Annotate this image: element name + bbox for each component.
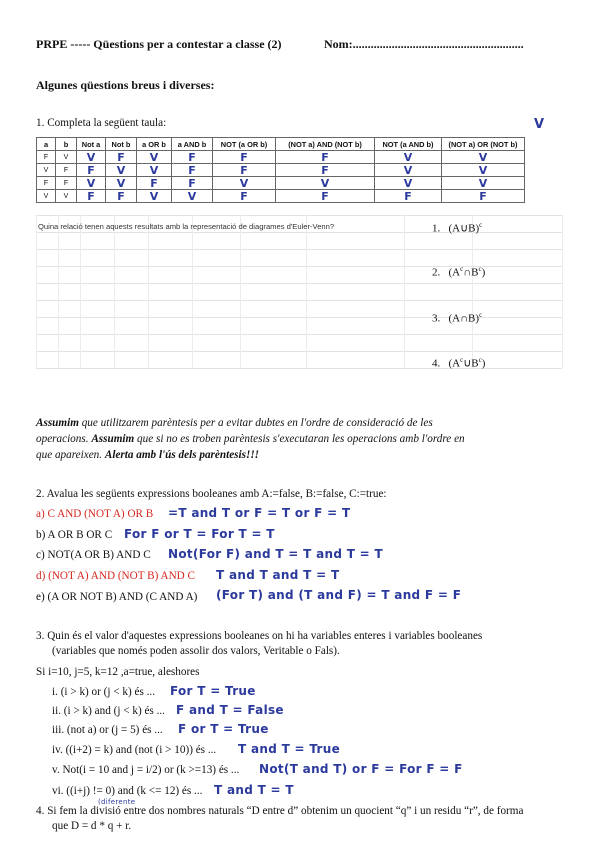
answer-cell[interactable]: V bbox=[442, 151, 525, 164]
q3-answer-iii[interactable]: F or T = True bbox=[178, 722, 269, 736]
q4-label-2: que D = d * q + r. bbox=[52, 820, 132, 832]
assumptions-line-3: que apareixen. Alerta amb l'ús dels parèntesis!!! bbox=[36, 449, 260, 461]
q2-answer-b[interactable]: For F or T = For T = T bbox=[124, 527, 275, 541]
q3-expr-i: i. (i > k) or (j < k) és ... bbox=[52, 686, 156, 698]
col-header: NOT (a AND b) bbox=[375, 138, 442, 151]
q3-given: Si i=10, j=5, k=12 ,a=true, aleshores bbox=[36, 666, 200, 678]
answer-cell[interactable]: V bbox=[172, 190, 213, 203]
cell-a: F bbox=[37, 151, 56, 164]
q3-expr-vi: vi. ((i+j) != 0) and (k <= 12) és ... bbox=[52, 785, 203, 797]
answer-cell[interactable]: V bbox=[137, 151, 172, 164]
spreadsheet-grid bbox=[36, 215, 562, 368]
q3-answer-ii[interactable]: F and T = False bbox=[176, 703, 284, 717]
q2-expr-d: d) (NOT A) AND (NOT B) AND C bbox=[36, 570, 196, 582]
table-row bbox=[37, 164, 525, 177]
table-row bbox=[37, 190, 525, 203]
col-header: a AND b bbox=[172, 138, 213, 151]
answer-cell[interactable]: V bbox=[137, 190, 172, 203]
answer-cell[interactable]: F bbox=[276, 164, 375, 177]
answer-cell[interactable]: V bbox=[375, 151, 442, 164]
answer-cell[interactable]: F bbox=[172, 164, 213, 177]
cell-b: V bbox=[56, 151, 77, 164]
col-header: Not a bbox=[77, 138, 106, 151]
q2-expr-b: b) A OR B OR C bbox=[36, 529, 113, 541]
cell-a: V bbox=[37, 190, 56, 203]
q4-label-1: 4. Si fem la divisió entre dos nombres naturals “D entre d” obtenim un quocient “q” i un residu “r”, de forma bbox=[36, 805, 524, 817]
q1-label: 1. Completa la següent taula: bbox=[36, 117, 167, 129]
answer-cell[interactable]: V bbox=[106, 164, 137, 177]
option-3: 3. (A∩B)$^c$ bbox=[432, 311, 483, 325]
answer-cell[interactable]: F bbox=[375, 190, 442, 203]
q3-answer-i[interactable]: For T = True bbox=[170, 684, 256, 698]
answer-cell[interactable]: F bbox=[172, 151, 213, 164]
table-header-row bbox=[37, 138, 525, 151]
margin-mark: V bbox=[534, 117, 545, 132]
col-header: a OR b bbox=[137, 138, 172, 151]
answer-cell[interactable]: F bbox=[276, 190, 375, 203]
q3-answer-v[interactable]: Not(T and T) or F = For F = F bbox=[259, 762, 463, 776]
answer-cell[interactable]: V bbox=[77, 151, 106, 164]
answer-cell[interactable]: F bbox=[213, 190, 276, 203]
col-header: (NOT a) OR (NOT b) bbox=[442, 138, 525, 151]
answer-cell[interactable]: V bbox=[213, 177, 276, 190]
answer-cell[interactable]: F bbox=[106, 151, 137, 164]
q2-label: 2. Avalua les següents expressions booleanes amb A:=false, B:=false, C:=true: bbox=[36, 488, 387, 500]
answer-cell[interactable]: V bbox=[137, 164, 172, 177]
q3-expr-ii: ii. (i > k) and (j < k) és ... bbox=[52, 705, 165, 717]
answer-cell[interactable]: F bbox=[442, 190, 525, 203]
assumptions-line-1: Assumim que utilitzarem parèntesis per a evitar dubtes en l'ordre de consideració de les bbox=[36, 417, 433, 429]
q3-label-2: (variables que només poden assolir dos valors, Veritable o Fals). bbox=[52, 645, 340, 657]
q3-answer-iv[interactable]: T and T = True bbox=[238, 742, 341, 756]
option-1: 1. (A∪B)$^c$ bbox=[432, 221, 483, 235]
answer-cell[interactable]: V bbox=[106, 177, 137, 190]
cell-a: F bbox=[37, 177, 56, 190]
col-header: NOT (a OR b) bbox=[213, 138, 276, 151]
cell-b: V bbox=[56, 190, 77, 203]
answer-cell[interactable]: V bbox=[375, 164, 442, 177]
handwritten-note: (diferente bbox=[98, 798, 136, 806]
option-4: 4. $(A^c\cup B^c)$ bbox=[432, 356, 486, 370]
col-header: (NOT a) AND (NOT b) bbox=[276, 138, 375, 151]
answer-cell[interactable]: V bbox=[375, 177, 442, 190]
q3-expr-v: v. Not(i = 10 and j = i/2) or (k >=13) és ... bbox=[52, 764, 240, 776]
assumptions-line-2: operacions. Assumim que si no es troben parèntesis s'executaran les operacions amb l'ordre en bbox=[36, 433, 465, 445]
cell-b: F bbox=[56, 164, 77, 177]
answer-cell[interactable]: F bbox=[172, 177, 213, 190]
q3-expr-iv: iv. ((i+2) = k) and (not (i > 10)) és ... bbox=[52, 744, 217, 756]
q1-question: Quina relació tenen aquests resultats amb la representació de diagrames d'Euler-Venn? bbox=[38, 222, 335, 231]
q2-expr-c: c) NOT(A OR B) AND C bbox=[36, 549, 151, 561]
q2-answer-e[interactable]: (For T) and (T and F) = T and F = F bbox=[216, 588, 462, 602]
truth-table bbox=[36, 137, 525, 203]
col-header: b bbox=[56, 138, 77, 151]
q2-answer-a[interactable]: =T and T or F = T or F = T bbox=[168, 506, 351, 520]
cell-a: V bbox=[37, 164, 56, 177]
answer-cell[interactable]: F bbox=[106, 190, 137, 203]
q3-answer-vi[interactable]: T and T = T bbox=[214, 783, 294, 797]
answer-cell[interactable]: V bbox=[276, 177, 375, 190]
answer-cell[interactable]: F bbox=[137, 177, 172, 190]
answer-cell[interactable]: F bbox=[213, 151, 276, 164]
name-field-label: Nom:......................................................... bbox=[324, 37, 524, 51]
answer-cell[interactable]: F bbox=[213, 164, 276, 177]
answer-cell[interactable]: V bbox=[442, 164, 525, 177]
page-title: PRPE ----- Qüestions per a contestar a classe (2) bbox=[36, 37, 282, 51]
q3-expr-iii: iii. (not a) or (j = 5) és ... bbox=[52, 724, 163, 736]
q2-answer-c[interactable]: Not(For F) and T = T and T = T bbox=[168, 547, 383, 561]
col-header: a bbox=[37, 138, 56, 151]
answer-cell[interactable]: F bbox=[276, 151, 375, 164]
table-row bbox=[37, 177, 525, 190]
answer-cell[interactable]: F bbox=[77, 164, 106, 177]
q2-answer-d[interactable]: T and T and T = T bbox=[216, 568, 340, 582]
cell-b: F bbox=[56, 177, 77, 190]
table-row bbox=[37, 151, 525, 164]
answer-cell[interactable]: V bbox=[77, 177, 106, 190]
col-header: Not b bbox=[106, 138, 137, 151]
q2-expr-a: a) C AND (NOT A) OR B bbox=[36, 508, 154, 520]
q2-expr-e: e) (A OR NOT B) AND (C AND A) bbox=[36, 591, 198, 603]
answer-cell[interactable]: V bbox=[442, 177, 525, 190]
answer-cell[interactable]: F bbox=[77, 190, 106, 203]
q3-label-1: 3. Quin és el valor d'aquestes expressions booleanes on hi ha variables enteres i variables booleanes bbox=[36, 630, 483, 642]
section-title: Algunes qüestions breus i diverses: bbox=[36, 78, 215, 92]
option-2: 2. $(A^c\cap B^c)$ bbox=[432, 265, 486, 279]
